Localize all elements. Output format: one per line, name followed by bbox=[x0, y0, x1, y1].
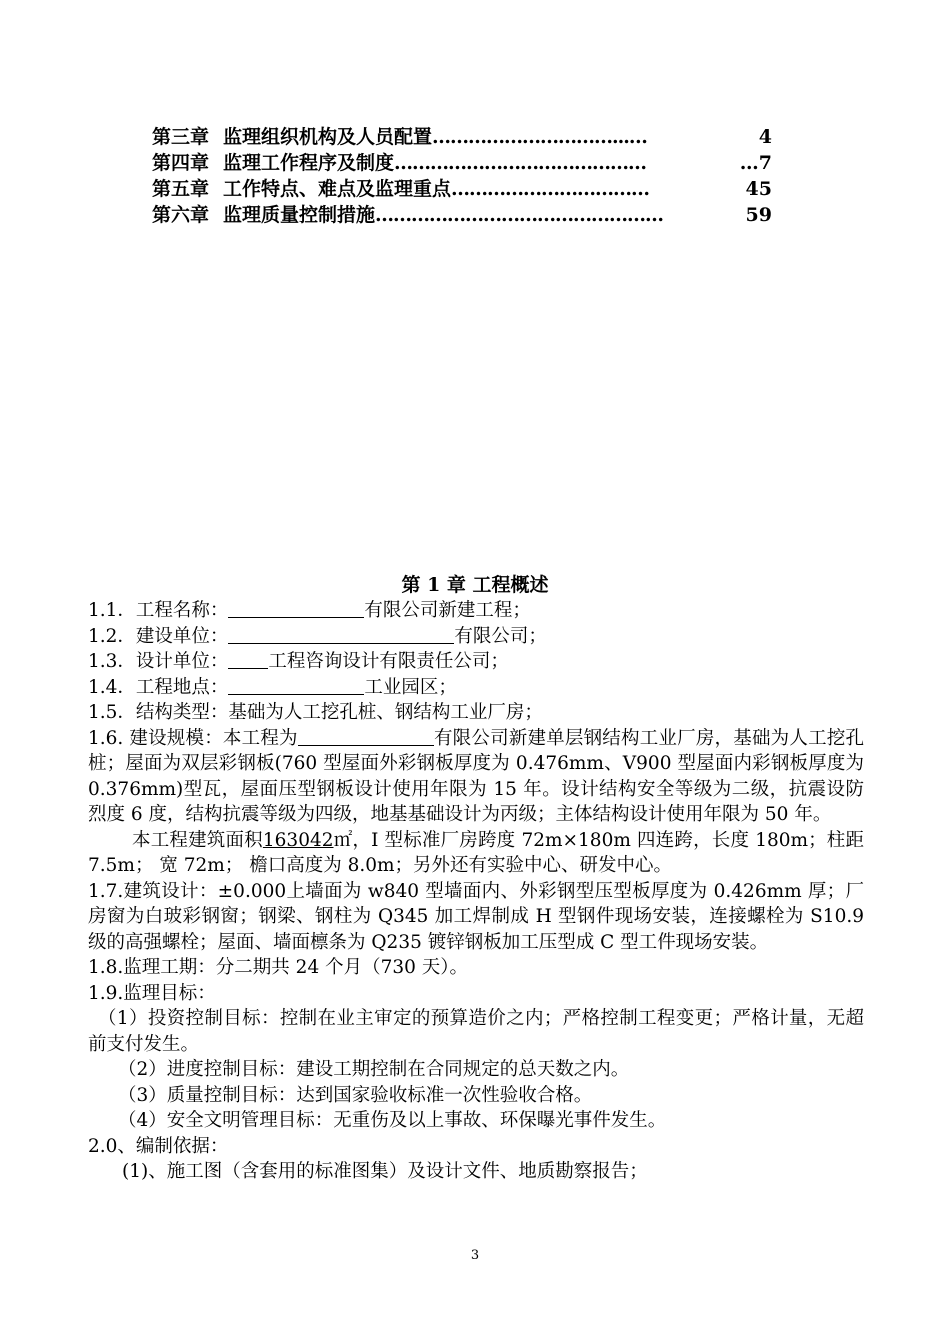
table-of-contents bbox=[152, 124, 772, 228]
item-architecture: 1.7.建筑设计：±0.000上墙面为 w840 型墙面内、外彩钢型压型板厚度为 0.426mm 厚；厂房窗为白玻彩钢窗；钢梁、钢柱为 Q345 加工焊制成 H 型钢件现场安装，连接螺栓为 S10.9 级的高强螺栓；屋面、墙面檩条为 Q235 镀锌钢板加工压型成 C 型工件现场安装。 bbox=[88, 880, 864, 953]
toc-leader: …………………………… bbox=[451, 178, 650, 200]
toc-chapter: 第三章 bbox=[152, 126, 210, 148]
toc-entry[interactable] bbox=[152, 176, 772, 202]
toc-page: …7 bbox=[739, 152, 772, 174]
item-goals: 1.9.监理目标： bbox=[88, 982, 216, 1004]
page-number: 3 bbox=[470, 1248, 480, 1263]
blank-field bbox=[228, 625, 454, 644]
toc-leader: …………………………………… bbox=[394, 152, 647, 174]
item-period: 1.8.监理工期：分二期共 24 个月（730 天）。 bbox=[88, 957, 469, 978]
item-basis: 2.0、编制依据： bbox=[88, 1135, 229, 1157]
goal-quality: （3）质量控制目标：达到国家验收标准一次性验收合格。 bbox=[118, 1084, 593, 1106]
document-body bbox=[88, 598, 864, 1185]
blank-field bbox=[298, 727, 434, 746]
basis-item: (1)、施工图（含套用的标准图集）及设计文件、地质勘察报告； bbox=[122, 1161, 648, 1182]
toc-page: 4 bbox=[758, 126, 772, 148]
toc-chapter: 第六章 bbox=[152, 204, 210, 226]
blank-field bbox=[228, 676, 364, 695]
item-location: 1.4．工程地点： 工业园区； bbox=[88, 676, 457, 698]
item-structure: 1.5．结构类型：基础为人工挖孔桩、钢结构工业厂房； bbox=[88, 702, 543, 723]
toc-title: 监理工作程序及制度 bbox=[223, 152, 395, 174]
toc-page: 59 bbox=[745, 204, 772, 226]
item-scale: 1.6. 建设规模：本工程为 有限公司新建单层钢结构工业厂房，基础为人工挖孔桩；屋面为双层彩钢板(760 型屋面外彩钢板厚度为 0.476mm、V900 型屋面内彩钢板厚度为 0.376mm)型瓦，屋面压型钢板设计使用年限为 15 年。设计结构安全等级为二级，抗震设防烈度 6 度，结构抗震等级为四级，地基基础设计为丙级；主体结构设计使用年限为 50 年。 bbox=[88, 727, 864, 825]
toc-entry[interactable] bbox=[152, 150, 772, 176]
toc-title: 监理组织机构及人员配置 bbox=[223, 126, 433, 148]
toc-entry[interactable] bbox=[152, 124, 772, 150]
toc-title: 工作特点、难点及监理重点 bbox=[223, 178, 452, 200]
chapter-heading: 第 1 章 工程概述 bbox=[401, 574, 549, 596]
toc-page: 45 bbox=[745, 178, 772, 200]
item-area: 本工程建筑面积163042㎡，I 型标准厂房跨度 72m×180m 四连跨，长度 180m；柱距 7.5m； 宽 72m； 檐口高度为 8.0m；另外还有实验中心、研发中心。 bbox=[88, 829, 864, 876]
item-project-name: 1.1．工程名称： 有限公司新建工程； bbox=[88, 600, 531, 621]
toc-chapter: 第四章 bbox=[152, 152, 210, 174]
item-designer: 1.3．设计单位： 工程咨询设计有限责任公司； bbox=[88, 651, 509, 672]
toc-leader: …………………………...… bbox=[432, 126, 647, 148]
toc-title: 监理质量控制措施 bbox=[223, 204, 376, 226]
toc-chapter: 第五章 bbox=[152, 178, 210, 200]
blank-field bbox=[228, 650, 268, 669]
item-owner: 1.2．建设单位： 有限公司； bbox=[88, 625, 547, 647]
toc-leader: ………………………………………… bbox=[375, 204, 664, 226]
blank-field bbox=[228, 599, 364, 618]
goal-safety: （4）安全文明管理目标：无重伤及以上事故、环保曝光事件发生。 bbox=[118, 1110, 667, 1131]
goal-investment: （1）投资控制目标：控制在业主审定的预算造价之内；严格控制工程变更；严格计量，无超前支付发生。 bbox=[88, 1008, 864, 1055]
toc-entry[interactable] bbox=[152, 202, 772, 228]
goal-schedule: （2）进度控制目标：建设工期控制在合同规定的总天数之内。 bbox=[118, 1059, 630, 1080]
